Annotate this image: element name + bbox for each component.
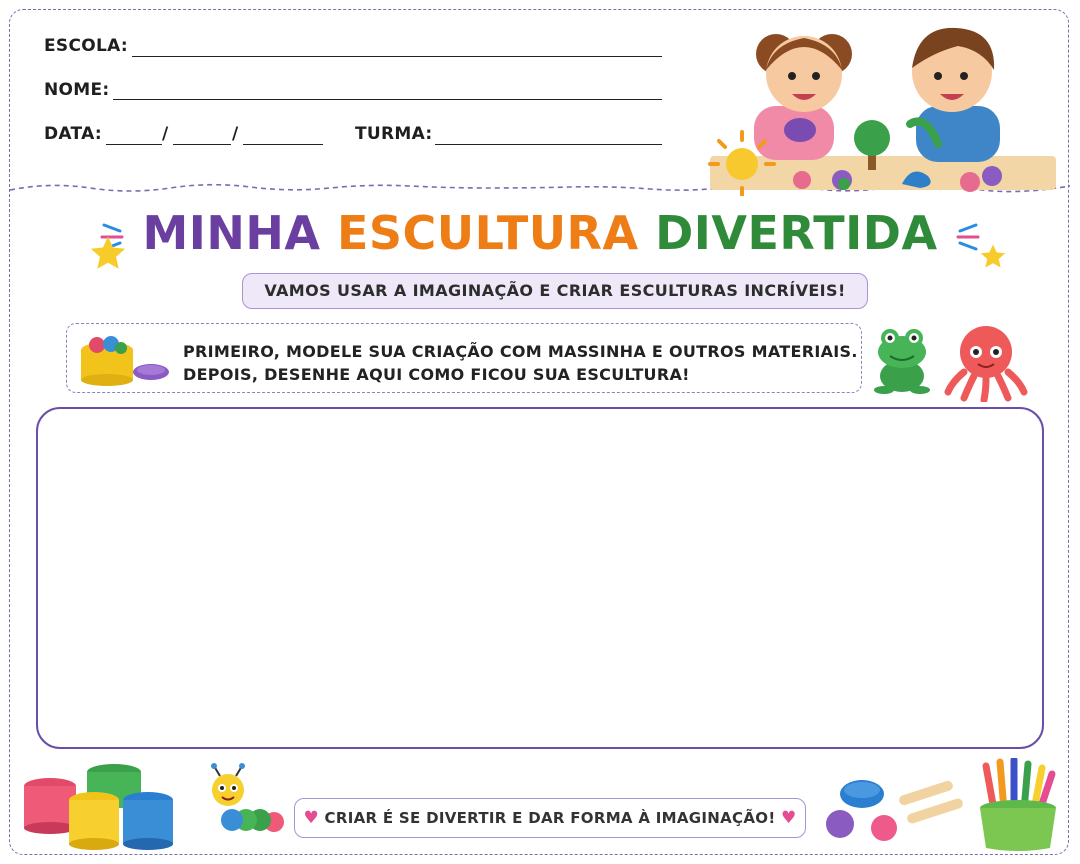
caterpillar-icon xyxy=(204,762,284,840)
drawing-area[interactable] xyxy=(36,407,1044,749)
data-label: DATA: xyxy=(44,124,102,144)
clay-pots-icon xyxy=(75,328,171,388)
instructions-line-2: DEPOIS, DESENHE AQUI COMO FICOU SUA ESCULTURA! xyxy=(183,365,690,384)
turma-label: TURMA: xyxy=(355,124,433,144)
pencil-cup-icon xyxy=(976,758,1060,854)
title-word-minha: MINHA xyxy=(142,206,321,260)
clay-pots-icon xyxy=(22,760,178,852)
clay-balls-icon xyxy=(822,776,970,844)
instructions-box xyxy=(66,323,862,393)
frog-icon xyxy=(872,326,932,396)
octopus-icon xyxy=(944,322,1028,402)
instructions-text xyxy=(183,340,858,386)
star-icon xyxy=(978,242,1008,272)
data-separator: / xyxy=(162,124,169,144)
title-word-escultura: ESCULTURA xyxy=(336,206,639,260)
data-year-field[interactable] xyxy=(243,144,323,145)
footer-text: CRIAR É SE DIVERTIR E DAR FORMA À IMAGINAÇÃO! xyxy=(324,809,776,827)
star-icon xyxy=(86,233,130,275)
data-separator: / xyxy=(232,124,239,144)
heart-icon: ♥ xyxy=(781,808,797,828)
escola-label: ESCOLA: xyxy=(44,36,128,56)
heart-icon: ♥ xyxy=(303,808,319,828)
nome-field[interactable] xyxy=(113,99,662,100)
kids-playing-clay-illustration xyxy=(706,14,1062,196)
turma-field[interactable] xyxy=(435,144,662,145)
data-month-field[interactable] xyxy=(173,144,231,145)
escola-field[interactable] xyxy=(132,56,662,57)
instructions-line-1: PRIMEIRO, MODELE SUA CRIAÇÃO COM MASSINHA E OUTROS MATERIAIS. xyxy=(183,342,858,361)
subtitle-banner: VAMOS USAR A IMAGINAÇÃO E CRIAR ESCULTURAS INCRÍVEIS! xyxy=(242,273,868,309)
page-title xyxy=(0,206,1080,260)
footer-banner xyxy=(294,798,806,838)
title-word-divertida: DIVERTIDA xyxy=(655,206,938,260)
nome-label: NOME: xyxy=(44,80,110,100)
data-day-field[interactable] xyxy=(106,144,162,145)
